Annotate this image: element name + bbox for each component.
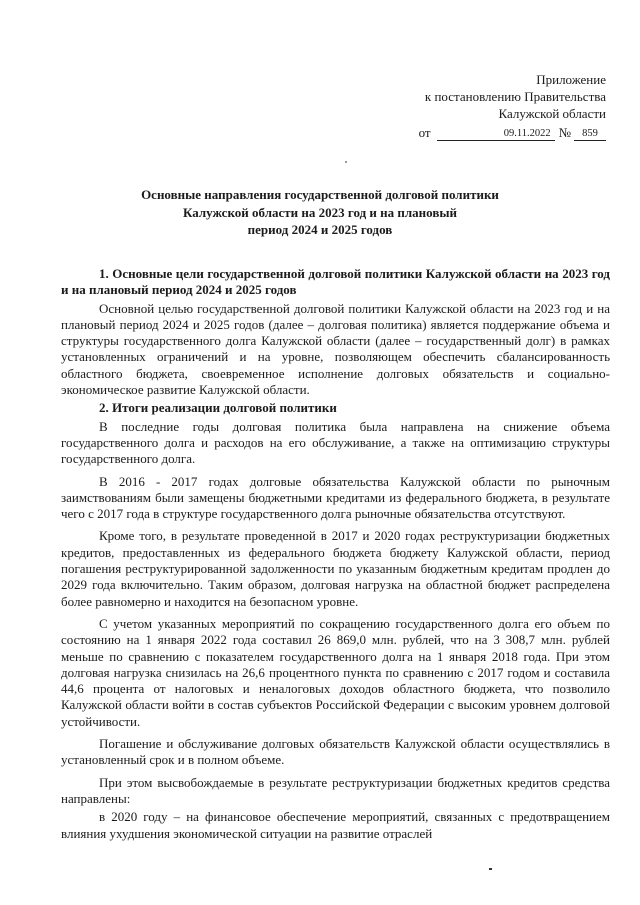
number-sign: № [558, 125, 571, 140]
date-number-line [390, 124, 606, 141]
paragraph: При этом высвобождаемые в результате реструктуризации бюджетных кредитов средства направлены: [61, 774, 610, 806]
paragraph: Кроме того, в результате проведенной в 2017 и 2020 годах реструктуризации бюджетных кредитов, предоставленных из федерального бюджета бюджету Калужской области, период погашения реструктурированной задолженности по указанным бюджетным кредитам продлен до 2029 года включительно. Таким образом, долговая нагрузка на областной бюджет распределена более равномерно и находится на безопасном уровне. [61, 528, 610, 609]
resolution-date: 09.11.2022 [437, 128, 555, 141]
paragraph: Основной целью государственной долговой политики Калужской области на 2023 год и на плановый период 2024 и 2025 годов (далее – долговая политика) является поддержание объема и структуры государственного долга Калужской области (далее – государственный долг) в рамках установленных ограничений и на уровне, позволяющем обеспечить сбалансированность областного бюджета, своевременное исполнение долговых обязательств и социально-экономическое развитие Калужской области. [61, 300, 610, 398]
document-body [61, 266, 610, 842]
paragraph: В последние годы долговая политика была направлена на снижение объема государственного долга и расходов на его обслуживание, а также на оптимизацию структуры государственного долга. [61, 418, 610, 467]
from-label: от [418, 125, 431, 140]
paragraph: Погашение и обслуживание долговых обязательств Калужской области осуществлялись в установленный срок и в полном объеме. [61, 736, 610, 768]
resolution-number: 859 [574, 128, 606, 141]
paragraph: В 2016 - 2017 годах долговые обязательства Калужской области по рыночным заимствованиям были замещены бюджетными кредитами из федерального бюджета, в результате чего с 2017 года в структуре государственного долга рыночные обязательства отсутствуют. [61, 473, 610, 522]
title-line-2: Калужской области на 2023 год и на плановый [183, 204, 457, 220]
document-title [60, 186, 580, 239]
title-line-1: Основные направления государственной долговой политики [141, 187, 499, 202]
paragraph: С учетом указанных мероприятий по сокращению государственного долга его объем по состоянию на 1 января 2022 года составил 26 869,0 млн. рублей, что на 3 308,7 млн. рублей меньше по сравнению с показателем государственного долга на 1 января 2018 года. При этом долговая нагрузка снизилась на 26,6 процентного пункта по сравнению с 2017 годом и составила 44,6 процента от налоговых и неналоговых доходов областного бюджета, что позволило Калужской области войти в состав субъектов Российской Федерации с высоким уровнем долговой устойчивости. [61, 615, 610, 729]
paragraph: в 2020 году – на финансовое обеспечение мероприятий, связанных с предотвращением влияния ухудшения экономической ситуации на развитие отраслей [61, 809, 610, 841]
appendix-label: Приложение [536, 72, 606, 87]
section-1-heading: 1. Основные цели государственной долговой политики Калужской области на 2023 год и на плановый период 2024 и 2025 годов [61, 266, 610, 298]
section-2-heading: 2. Итоги реализации долговой политики [99, 400, 337, 416]
resolution-label: к постановлению Правительства [424, 89, 606, 104]
appendix-header [390, 71, 606, 141]
title-line-3: период 2024 и 2025 годов [247, 222, 393, 237]
scan-speck [489, 868, 492, 870]
scan-speck [345, 161, 347, 163]
region-label: Калужской области [498, 106, 606, 121]
